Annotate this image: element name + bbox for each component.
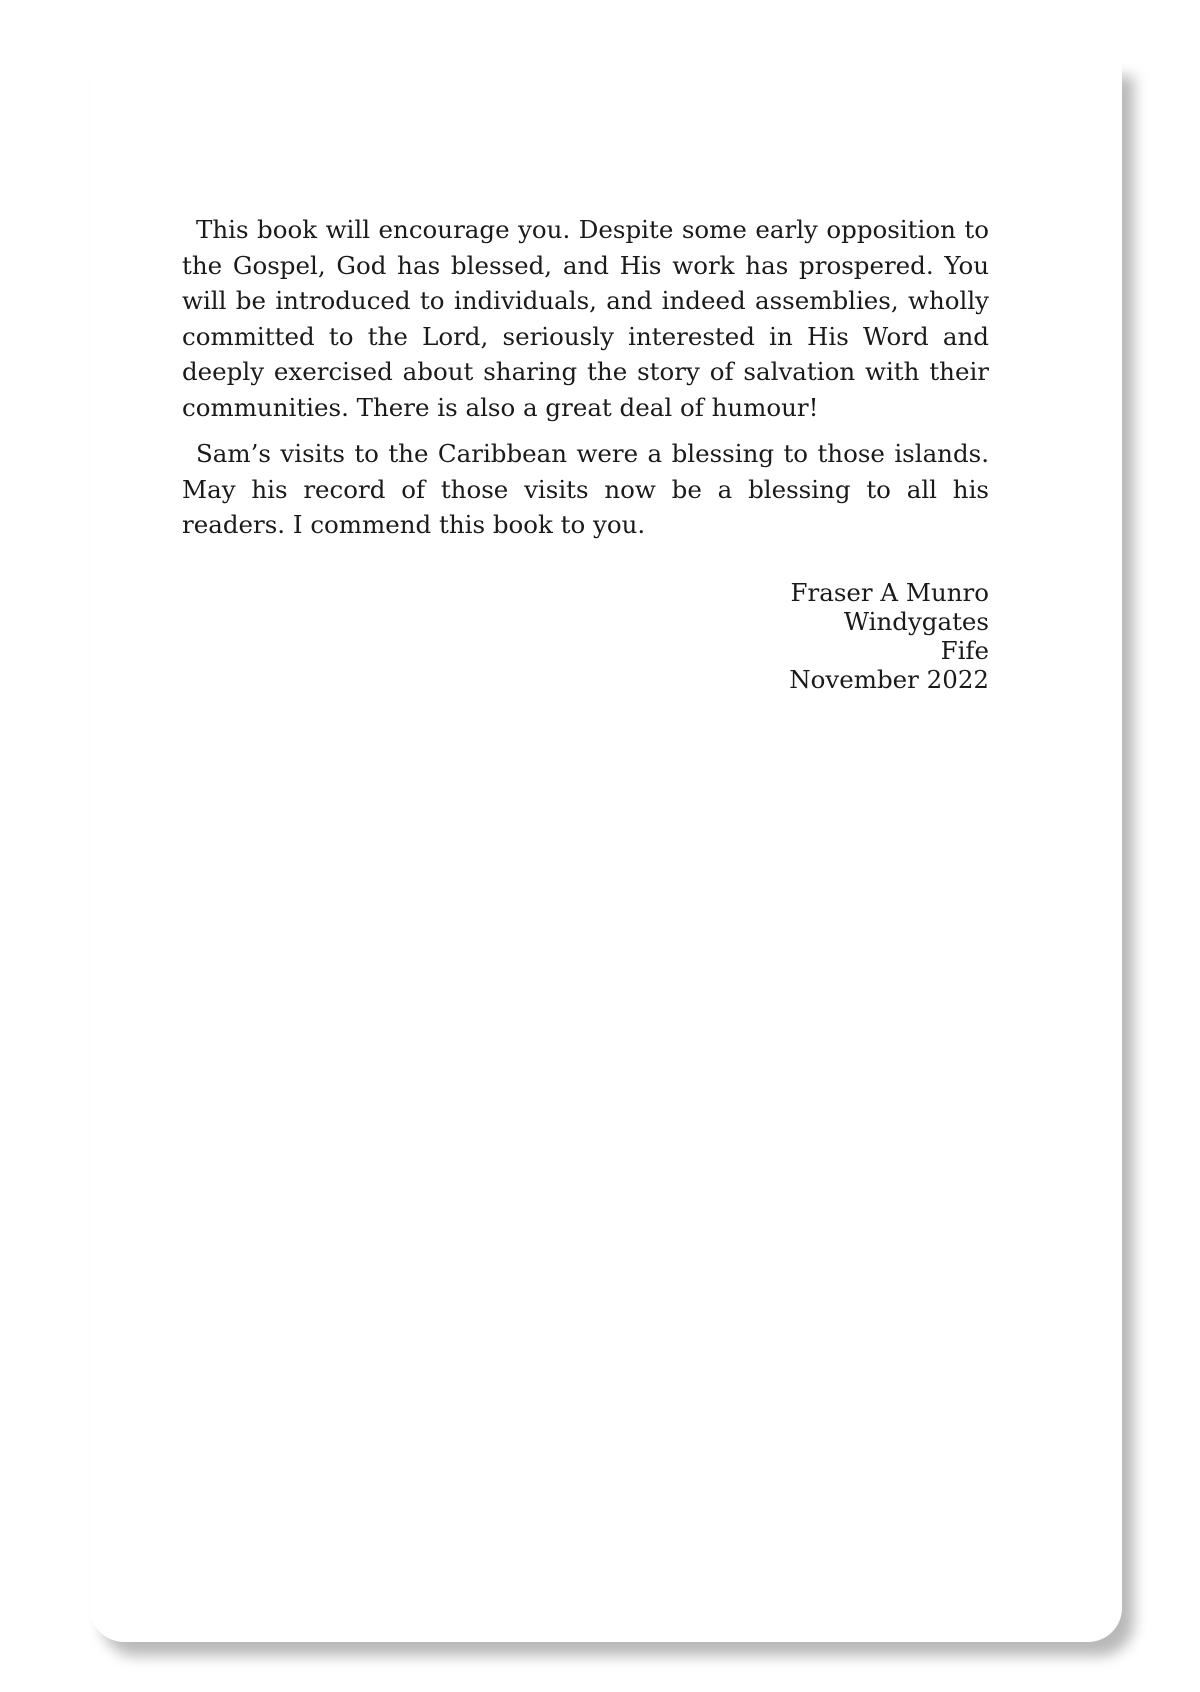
paragraph: This book will encourage you. Despite some early opposition to the Gospel, God has blessed, and His work has prospered. You will be introduced to individuals, and indeed assemblies, wholly committed to the Lord, seriously interested in His Word and deeply exercised about sharing the story of salvation with their communities. There is also a great deal of humour! [182,215,989,422]
signature-date: November 2022 [789,664,989,694]
signature-name: Fraser A Munro [790,577,989,607]
document-page [90,62,1122,1642]
page-content [182,212,989,694]
signature-place: Windygates [843,606,989,636]
signature-region: Fife [940,635,989,665]
signature-block [182,578,989,694]
paragraph: Sam’s visits to the Caribbean were a blessing to those islands. May his record of those visits now be a blessing to all his readers. I commend this book to you. [182,439,989,539]
